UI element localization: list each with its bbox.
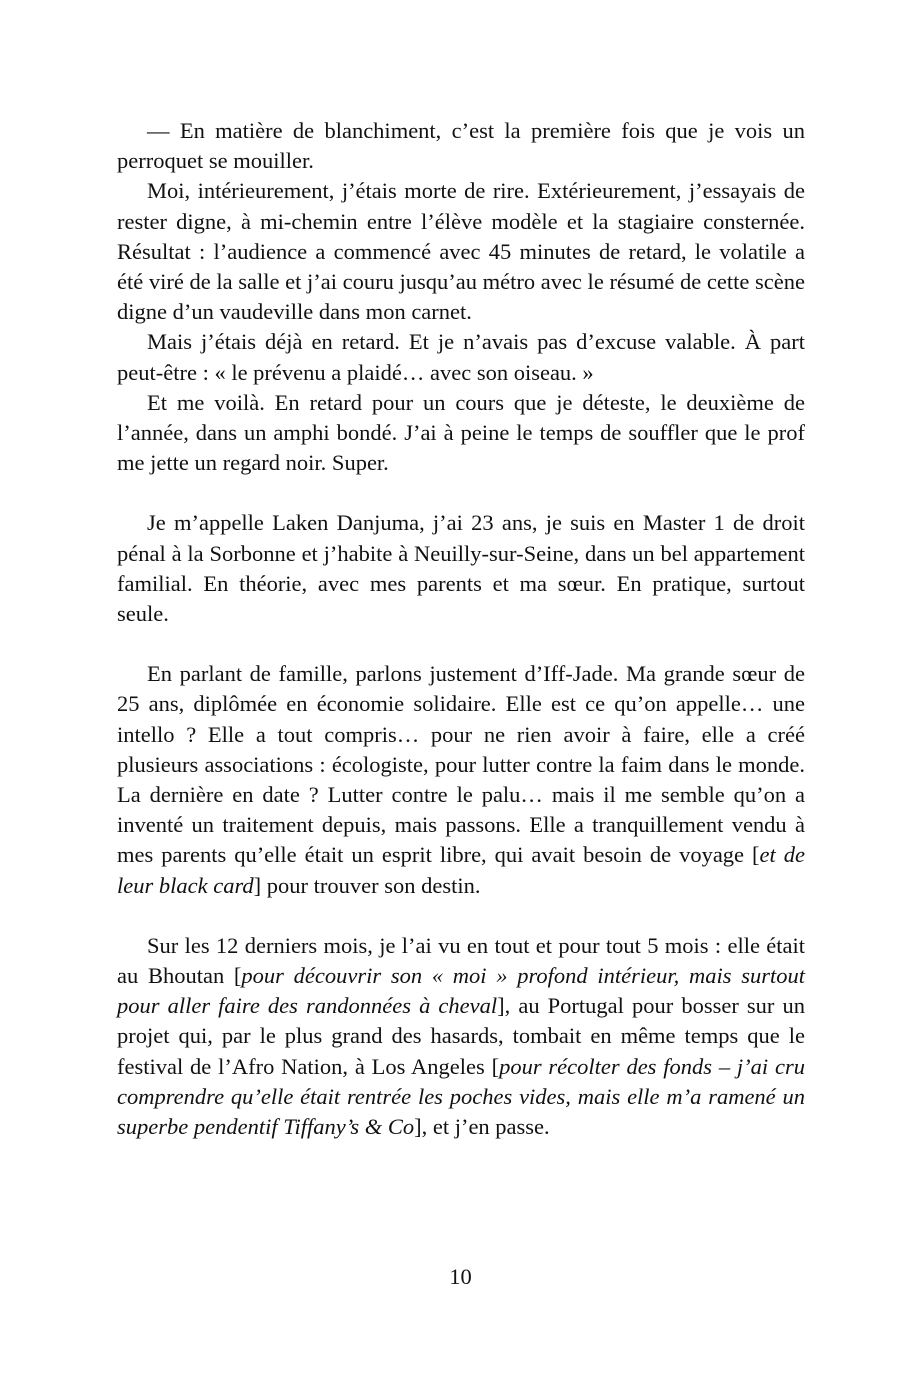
paragraph bbox=[117, 327, 805, 387]
text-run: Et me voilà. En retard pour un cours que je déteste, le deuxième de l’année, dans un amphi bondé. J’ai à peine le temps de souffler que le prof me jette un regard noir. Super. bbox=[117, 389, 805, 476]
text-run: En parlant de famille, parlons justement d’Iff-Jade. Ma grande sœur de 25 ans, diplômée en économie solidaire. Elle est ce qu’on appelle… une intello ? Elle a tout compris… pour ne rien avoir à faire, elle a créé plusieurs associations : écologiste, pour lutter contre la faim dans le monde. La dernière en date ? Lutter contre le palu… mais il me semble qu’on a inventé un traitement depuis, mais passons. Elle a tranquillement vendu à mes parents qu’elle était un esprit libre, qui avait besoin de voyage [ bbox=[117, 661, 805, 868]
text-run: ], et j’en passe. bbox=[414, 1114, 550, 1140]
paragraph bbox=[117, 116, 805, 176]
page-body bbox=[117, 116, 805, 1142]
italic-text-run: et de leur black card bbox=[117, 842, 805, 898]
paragraph bbox=[117, 931, 805, 1142]
text-run: Sur les 12 derniers mois, je l’ai vu en tout et pour tout 5 mois : elle était au Bhoutan [ bbox=[117, 932, 805, 989]
text-run: Moi, intérieurement, j’étais morte de rire. Extérieurement, j’essayais de rester digne, à mi-chemin entre l’élève modèle et la stagiaire consternée. Résultat : l’audience a commencé avec 45 minutes de retard, le volatile a été viré de la salle et j’ai couru jusqu’au métro avec le résumé de cette scène digne d’un vaudeville dans mon carnet. bbox=[117, 178, 805, 325]
text-run: — En matière de blanchiment, c’est la première fois que je vois un perroquet se mouiller. bbox=[117, 118, 805, 174]
text-run: Mais j’étais déjà en retard. Et je n’avais pas d’excuse valable. À part peut-être : « le prévenu a plaidé… avec son oiseau. » bbox=[117, 329, 805, 385]
paragraph bbox=[117, 508, 805, 629]
paragraph bbox=[117, 176, 805, 327]
text-run: ], au Portugal pour bosser sur un projet qui, par le plus grand des hasards, tombait en même temps que le festival de l’Afro Nation, à Los Angeles [ bbox=[117, 993, 805, 1079]
text-run: ] pour trouver son destin. bbox=[253, 872, 481, 898]
italic-text-run: pour découvrir son « moi » profond intérieur, mais surtout pour aller faire des randonnées à cheval bbox=[117, 963, 805, 1019]
paragraph bbox=[117, 659, 805, 901]
page-number: 10 bbox=[449, 1264, 472, 1289]
text-run: Je m’appelle Laken Danjuma, j’ai 23 ans, je suis en Master 1 de droit pénal à la Sorbonne et j’habite à Neuilly-sur-Seine, dans un bel appartement familial. En théorie, avec mes parents et ma sœur. En pratique, surtout seule. bbox=[117, 510, 805, 627]
italic-text-run: pour récolter des fonds – j’ai cru comprendre qu’elle était rentrée les poches vides, mais elle m’a ramené un superbe pendentif Tiffany’s & Co bbox=[117, 1053, 805, 1140]
paragraph bbox=[117, 388, 805, 479]
